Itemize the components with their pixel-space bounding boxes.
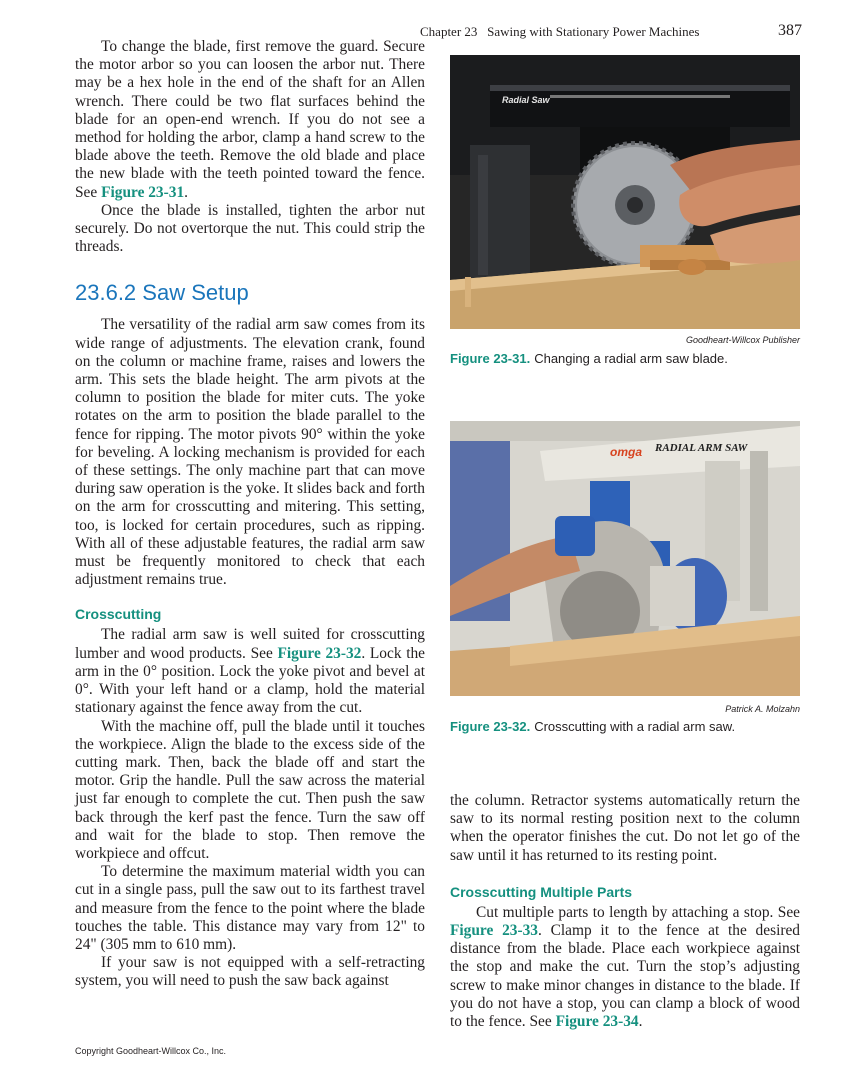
radial-saw-blade-photo bbox=[450, 55, 800, 329]
running-header bbox=[420, 22, 802, 42]
brand-label: omga bbox=[610, 445, 643, 459]
paragraph: The radial arm saw is well suited for crosscutting lumber and wood products. See Figure 23-32. Lock the arm in the 0° position. Lock the yoke pivot and bevel at 0°. With your left hand or a clamp, hold the material stationary against the fence away from the cut. bbox=[75, 626, 425, 717]
section-title: 23.6.2 Saw Setup bbox=[75, 280, 249, 306]
crosscutting-saw-photo bbox=[450, 421, 800, 696]
paragraph: If your saw is not equipped with a self-retracting system, you will need to push the saw back against bbox=[75, 954, 425, 990]
subheading-crosscutting-multiple: Crosscutting Multiple Parts bbox=[450, 883, 633, 900]
paragraph: the column. Retractor systems automatically return the saw to its normal resting position next to the column when the operator finishes the cut. Do not let go of the saw until it has returned to its resting point. bbox=[450, 792, 800, 864]
caption-text: Changing a radial arm saw blade. bbox=[534, 351, 728, 366]
figure-23-31-credit: Goodheart-Willcox Publisher bbox=[686, 335, 800, 345]
paragraph: To change the blade, first remove the guard. Secure the motor arbor so you can loosen the arbor nut. There may be a hex hole in the end of the shaft for an Allen wrench. There could be two flat surfaces behind the blade for an open-end wrench. If you do not see a method for holding the arbor, clamp a hand screw to the blade above the teeth. Remove the old blade and place the new blade with the teeth pointed toward the fence. See Figure 23-31. bbox=[75, 38, 425, 201]
figure-label: Figure 23-32. bbox=[450, 719, 531, 734]
paragraph: The versatility of the radial arm saw comes from its wide range of adjustments. The elevation crank, found on the column or machine frame, raises and lowers the arm. This sets the blade height. The arm pivots at the column to position the blade for miter cuts. The yoke rotates on the arm to position the blade parallel to the fence for ripping. The motor pivots 90° within the yoke for beveling. A locking mechanism is provided for each of these settings. The only machine part that can move during saw operation is the yoke. It slides back and forth on the arm for crosscutting and mitering. This setting, too, is locked for certain procedures, such as ripping. With all of these adjustable features, the radial arm saw must be frequently monitored to check that each adjustment remains true. bbox=[75, 316, 425, 589]
arm-label: RADIAL ARM SAW bbox=[655, 442, 748, 454]
paragraph: To determine the maximum material width you can cut in a single pass, pull the saw out to its farthest travel and measure from the fence to the point where the blade touches the table. This distance may vary from 12" to 24" (305 mm to 610 mm). bbox=[75, 863, 425, 953]
figure-23-32-photo bbox=[450, 421, 800, 696]
figure-23-31-photo bbox=[450, 55, 800, 329]
figure-reference[interactable]: Figure 23-32 bbox=[277, 644, 362, 662]
figure-reference[interactable]: Figure 23-34 bbox=[555, 1013, 639, 1031]
chapter-title: Chapter 23 Sawing with Stationary Power Machines bbox=[420, 24, 700, 39]
figure-23-31-caption bbox=[450, 351, 810, 366]
copyright-footer: Copyright Goodheart-Willcox Co., Inc. bbox=[75, 1046, 227, 1056]
figure-reference[interactable]: Figure 23-31 bbox=[101, 183, 185, 201]
figure-23-32-caption bbox=[450, 719, 810, 734]
right-column-text bbox=[450, 792, 800, 1031]
page-number: 387 bbox=[778, 22, 802, 39]
paragraph: Once the blade is installed, tighten the arbor nut securely. Do not overtorque the nut. This could strip the threads. bbox=[75, 201, 425, 256]
left-column bbox=[75, 38, 425, 991]
saw-arm-label: Radial Saw bbox=[502, 95, 550, 105]
figure-reference[interactable]: Figure 23-33 bbox=[450, 922, 538, 940]
figure-23-32-credit: Patrick A. Molzahn bbox=[725, 704, 800, 714]
figure-label: Figure 23-31. bbox=[450, 351, 531, 366]
paragraph: With the machine off, pull the blade until it touches the workpiece. Align the blade to the excess side of the cutting mark. Then, back the blade off and start the motor. Grip the handle. Pull the saw across the material just far enough to complete the cut. Then push the saw back through the kerf past the fence. Turn the saw off and wait for the blade to stop. Then remove the workpiece and offcut. bbox=[75, 717, 425, 862]
caption-text: Crosscutting with a radial arm saw. bbox=[534, 719, 736, 734]
paragraph: Cut multiple parts to length by attaching a stop. See Figure 23-33. Clamp it to the fence at the desired distance from the blade. Place each workpiece against the stop and make the cut. Turn the stop’s adjusting screw to make minor changes in distance to the blade. If you do not have a stop, you can clamp a block of wood to the fence. See Figure 23-34. bbox=[450, 903, 800, 1031]
subheading-crosscutting: Crosscutting bbox=[75, 606, 162, 623]
